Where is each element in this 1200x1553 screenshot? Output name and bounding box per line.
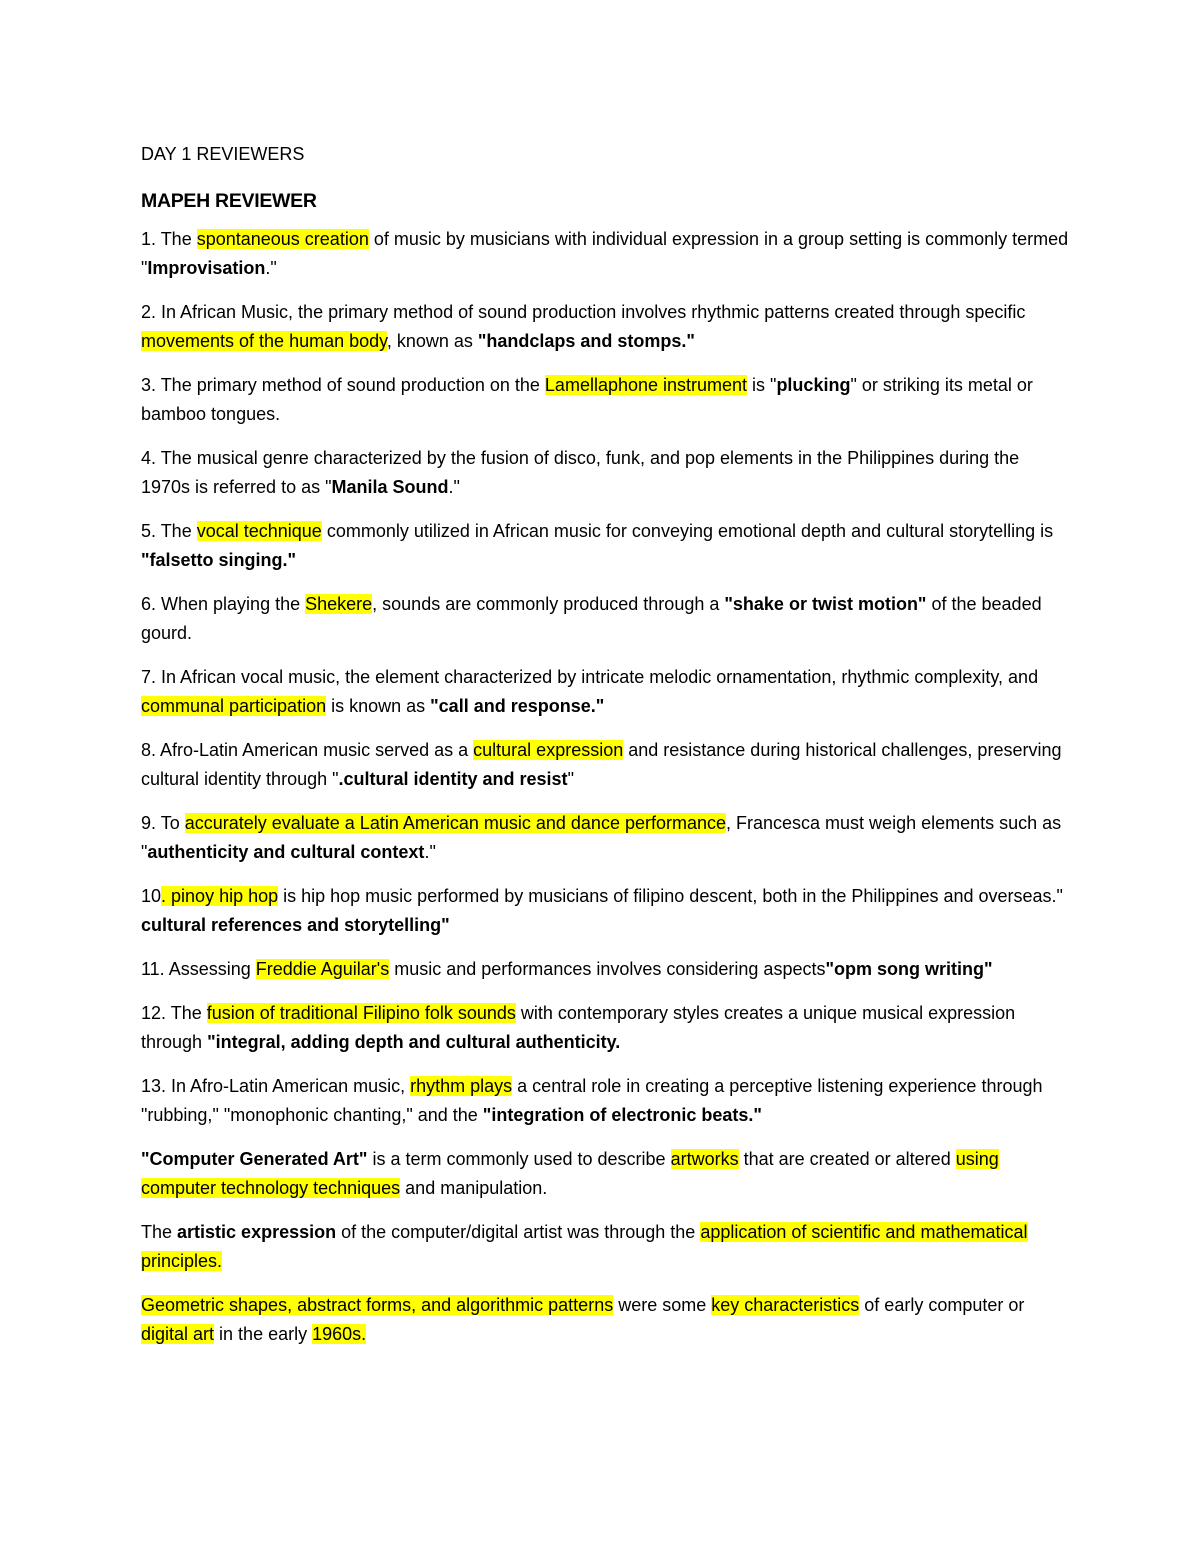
item-text: is hip hop music performed by musicians of filipino descent, both in the Philippines and overseas." bbox=[278, 886, 1063, 906]
reviewer-item bbox=[141, 298, 1071, 356]
bold-answer: "integration of electronic beats." bbox=[482, 1105, 762, 1125]
highlighted-text: fusion of traditional Filipino folk sounds bbox=[206, 1003, 516, 1023]
highlighted-text: accurately evaluate a Latin American music and dance performance bbox=[184, 813, 727, 833]
item-text: of music by musicians with individual expression in a group setting is commonly termed " bbox=[141, 229, 1069, 278]
item-text: ." bbox=[265, 258, 277, 278]
reviewer-item bbox=[141, 1291, 1071, 1349]
item-text: 11. Assessing bbox=[141, 959, 256, 979]
item-text: 6. When playing the bbox=[141, 594, 306, 614]
item-text: is known as bbox=[326, 696, 431, 716]
highlighted-text: application of scientific and mathematical principles. bbox=[141, 1222, 1028, 1271]
item-text: 9. To bbox=[141, 813, 185, 833]
document-page bbox=[141, 140, 1071, 1364]
bold-answer: plucking bbox=[776, 375, 851, 395]
bold-answer: "shake or twist motion" bbox=[724, 594, 927, 614]
item-text: of early computer or bbox=[859, 1295, 1025, 1315]
reviewer-item bbox=[141, 1145, 1071, 1203]
bold-answer: .cultural identity and resist bbox=[338, 769, 568, 789]
reviewer-item bbox=[141, 809, 1071, 867]
item-text: , Francesca must weigh elements such as " bbox=[141, 813, 1062, 862]
reviewer-item bbox=[141, 882, 1071, 940]
highlighted-text: key characteristics bbox=[711, 1295, 860, 1315]
item-text: 1. The bbox=[141, 229, 197, 249]
item-text: , known as bbox=[386, 331, 478, 351]
highlighted-text: Geometric shapes, abstract forms, and algorithmic patterns bbox=[141, 1295, 614, 1315]
bold-answer: authenticity and cultural context bbox=[147, 842, 425, 862]
item-text: that are created or altered bbox=[738, 1149, 956, 1169]
document-heading: DAY 1 REVIEWERS bbox=[141, 144, 305, 164]
item-text: , sounds are commonly produced through a bbox=[372, 594, 725, 614]
item-text: " bbox=[567, 769, 574, 789]
reviewer-item bbox=[141, 999, 1071, 1057]
reviewer-item bbox=[141, 663, 1071, 721]
highlighted-text: Lamellaphone instrument bbox=[544, 375, 748, 395]
reviewer-item bbox=[141, 1218, 1071, 1276]
reviewer-item bbox=[141, 736, 1071, 794]
item-text: 10 bbox=[141, 886, 162, 906]
item-text: of the beaded gourd. bbox=[141, 594, 1042, 643]
item-text: 7. In African vocal music, the element characterized by intricate melodic ornamentation, rhythmic complexity, and bbox=[141, 667, 1039, 687]
reviewer-item bbox=[141, 371, 1071, 429]
highlighted-text: Freddie Aguilar's bbox=[255, 959, 390, 979]
item-text: were some bbox=[613, 1295, 712, 1315]
item-text: 3. The primary method of sound production on the bbox=[141, 375, 545, 395]
reviewer-item bbox=[141, 955, 1071, 984]
bold-answer: "Computer Generated Art" bbox=[141, 1149, 368, 1169]
highlighted-text: artworks bbox=[670, 1149, 739, 1169]
item-text: is " bbox=[747, 375, 777, 395]
item-text: music and performances involves considering aspects bbox=[389, 959, 826, 979]
highlighted-text: Shekere bbox=[305, 594, 373, 614]
item-text: of the computer/digital artist was through the bbox=[336, 1222, 701, 1242]
reviewer-items bbox=[141, 225, 1071, 1349]
item-text: " or striking its metal or bamboo tongues. bbox=[141, 375, 1033, 424]
item-text: ." bbox=[424, 842, 436, 862]
item-text: and manipulation. bbox=[400, 1178, 548, 1198]
item-text: in the early bbox=[214, 1324, 313, 1344]
bold-answer: Improvisation bbox=[147, 258, 266, 278]
section-title: MAPEH REVIEWER bbox=[141, 190, 317, 212]
reviewer-item bbox=[141, 225, 1071, 283]
bold-answer: "handclaps and stomps." bbox=[477, 331, 695, 351]
item-text: 12. The bbox=[141, 1003, 207, 1023]
highlighted-text: cultural expression bbox=[473, 740, 624, 760]
item-text: 5. The bbox=[141, 521, 197, 541]
item-text: 4. The musical genre characterized by the fusion of disco, funk, and pop elements in the Philippines during the 1970s is referred to as " bbox=[141, 448, 1020, 497]
highlighted-text: spontaneous creation bbox=[196, 229, 369, 249]
reviewer-item bbox=[141, 1072, 1071, 1130]
item-text: and resistance during historical challenges, preserving cultural identity through " bbox=[141, 740, 1062, 789]
item-text: ." bbox=[448, 477, 460, 497]
bold-answer: "falsetto singing." bbox=[141, 550, 297, 570]
bold-answer: "call and response." bbox=[430, 696, 605, 716]
item-text: a central role in creating a perceptive listening experience through "rubbing," "monophonic chanting," and the bbox=[141, 1076, 1043, 1125]
item-text: with contemporary styles creates a unique musical expression through bbox=[141, 1003, 1016, 1052]
highlighted-text: . pinoy hip hop bbox=[161, 886, 279, 906]
item-text: 2. In African Music, the primary method of sound production involves rhythmic patterns created through specific bbox=[141, 302, 1026, 322]
item-text: 8. Afro-Latin American music served as a bbox=[141, 740, 474, 760]
item-text: The bbox=[141, 1222, 178, 1242]
item-text: commonly utilized in African music for conveying emotional depth and cultural storytelling is bbox=[321, 521, 1054, 541]
bold-answer: cultural references and storytelling" bbox=[141, 915, 450, 935]
bold-answer: Manila Sound bbox=[331, 477, 449, 497]
highlighted-text: rhythm plays bbox=[410, 1076, 513, 1096]
item-text: is a term commonly used to describe bbox=[367, 1149, 671, 1169]
bold-answer: "opm song writing" bbox=[825, 959, 993, 979]
highlighted-text: movements of the human body bbox=[141, 331, 387, 351]
bold-answer: artistic expression bbox=[177, 1222, 337, 1242]
reviewer-item bbox=[141, 517, 1071, 575]
reviewer-item bbox=[141, 444, 1071, 502]
bold-answer: "integral, adding depth and cultural authenticity. bbox=[207, 1032, 621, 1052]
highlighted-text: vocal technique bbox=[196, 521, 322, 541]
highlighted-text: using computer technology techniques bbox=[141, 1149, 999, 1198]
reviewer-item bbox=[141, 590, 1071, 648]
item-text: 13. In Afro-Latin American music, bbox=[141, 1076, 411, 1096]
highlighted-text: communal participation bbox=[141, 696, 327, 716]
highlighted-text: 1960s. bbox=[312, 1324, 367, 1344]
highlighted-text: digital art bbox=[141, 1324, 215, 1344]
